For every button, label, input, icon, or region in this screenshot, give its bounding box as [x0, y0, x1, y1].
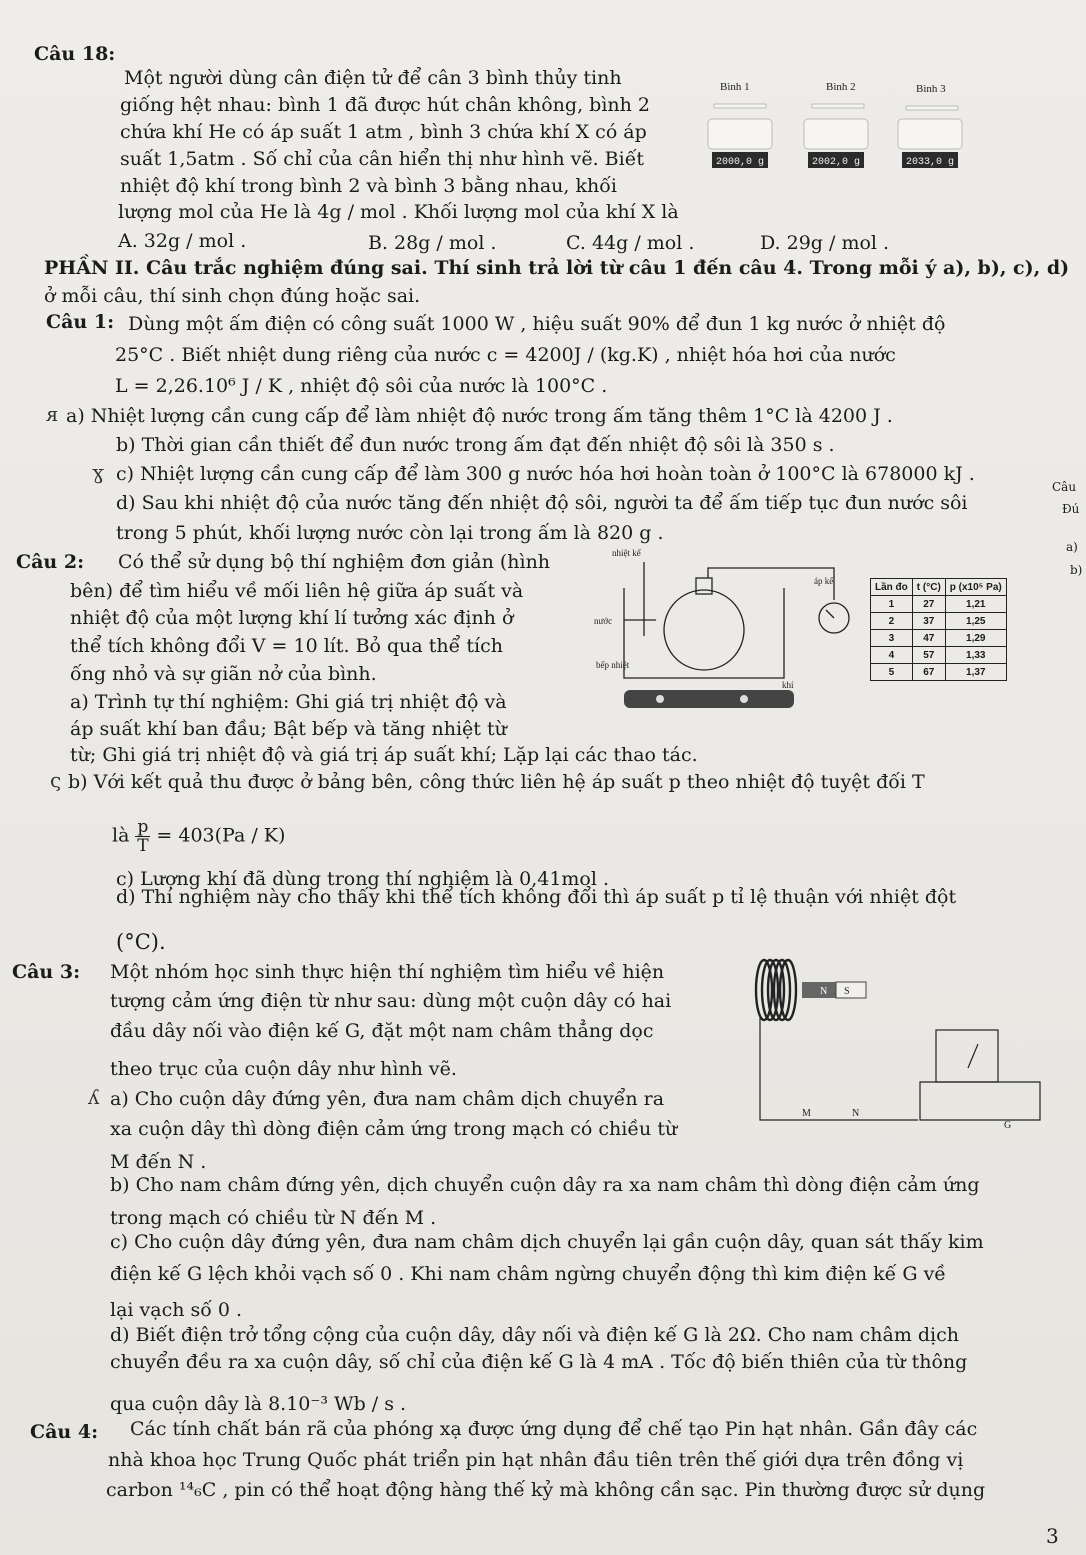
table-row: [871, 630, 1007, 647]
part2-heading: PHẦN II. Câu trắc nghiệm đúng sai. Thí sinh trả lời từ câu 1 đến câu 4. Trong mỗi ý a), b), c), d): [44, 257, 1070, 279]
table-cell: 2: [871, 613, 913, 630]
galvanometer-label: G: [1004, 1120, 1012, 1131]
q2-line: nhiệt độ của một lượng khí lí tưởng xác định ở: [70, 607, 514, 629]
q18-option-b: B. 28g / mol .: [368, 232, 497, 254]
table-cell: 37: [912, 613, 945, 630]
q3-statement-c-cont: điện kế G lệch khỏi vạch số 0 . Khi nam châm ngừng chuyển động thì kim điện kế G về: [110, 1263, 946, 1285]
table-cell: 27: [912, 596, 945, 613]
q1-line: 25°C . Biết nhiệt dung riêng của nước c = 4200J / (kg.K) , nhiệt hóa hơi của nước: [115, 344, 896, 366]
margin-fragment: a): [1066, 540, 1078, 554]
q2-statement-a-cont: áp suất khí ban đầu; Bật bếp và tăng nhiệt từ: [70, 718, 507, 740]
table-cell: 1,25: [945, 613, 1006, 630]
part2-heading-2: ở mỗi câu, thí sinh chọn đúng hoặc sai.: [44, 285, 421, 307]
bottle-3: [906, 106, 958, 110]
q18-line: nhiệt độ khí trong bình 2 và bình 3 bằng nhau, khối: [120, 175, 617, 197]
table-cell: 4: [871, 647, 913, 664]
q2-label: Câu 2:: [16, 551, 85, 573]
margin-fragment: Câu: [1052, 480, 1077, 494]
bottle-1: [714, 104, 766, 108]
q2-statement-a-cont: từ; Ghi giá trị nhiệt độ và giá trị áp suất khí; Lặp lại các thao tác.: [70, 744, 698, 766]
q4-label: Câu 4:: [30, 1421, 99, 1443]
q3-statement-c-cont: lại vạch số 0 .: [110, 1299, 243, 1321]
q1-statement-d: d) Sau khi nhiệt độ của nước tăng đến nhiệt độ sôi, người ta để ấm tiếp tục đun nước sôi: [116, 492, 968, 514]
formula-fraction: [135, 818, 150, 855]
scale-1-name: Bình 1: [720, 81, 750, 93]
galvanometer-needle: [968, 1044, 978, 1068]
q18-line: giống hệt nhau: bình 1 đã được hút chân không, bình 2: [120, 94, 651, 116]
formula-value: = 403(Pa / K): [156, 824, 286, 847]
q3-line: tượng cảm ứng điện từ như sau: dùng một cuộn dây có hai: [110, 990, 672, 1012]
q2-statement-d-cont: (°C).: [116, 930, 166, 954]
induction-figure: [740, 950, 1060, 1140]
q3-statement-d-cont: chuyển đều ra xa cuộn dây, số chỉ của điện kế G là 4 mA . Tốc độ biến thiên của từ thông: [110, 1351, 968, 1373]
q1-statement-a: a) Nhiệt lượng cần cung cấp để làm nhiệt độ nước trong ấm tăng thêm 1°C là 4200 J .: [66, 405, 893, 427]
table-row: [871, 596, 1007, 613]
q1-line: L = 2,26.10⁶ J / K , nhiệt độ sôi của nước là 100°C .: [115, 375, 608, 397]
q3-label: Câu 3:: [12, 961, 81, 983]
scale-3-reading: 2033,0 g: [906, 157, 955, 168]
q2-statement-d: d) Thí nghiệm này cho thấy khi thể tích không đổi thì áp suất p tỉ lệ thuận với nhiệt đột: [116, 886, 957, 908]
q2-line: thể tích không đổi V = 10 lít. Bỏ qua thể tích: [70, 635, 503, 657]
q18-line: suất 1,5atm . Số chỉ của cân hiển thị như hình vẽ. Biết: [120, 148, 645, 170]
q3-statement-c: c) Cho cuộn dây đứng yên, đưa nam châm dịch chuyển lại gần cuộn dây, quan sát thấy kim: [110, 1231, 984, 1253]
q18-option-c: C. 44g / mol .: [566, 232, 695, 254]
table-cell: 1: [871, 596, 913, 613]
q2-line: ống nhỏ và sự giãn nở của bình.: [70, 663, 377, 685]
q3-statement-d-cont: qua cuộn dây là 8.10⁻³ Wb / s .: [110, 1393, 407, 1415]
thermometer-label: nhiệt kế: [612, 548, 641, 558]
terminal-m-label: M: [802, 1108, 811, 1119]
terminal-n-label: N: [852, 1108, 860, 1119]
handwritten-mark: ɣ: [92, 460, 104, 484]
q18-label: Câu 18:: [34, 43, 116, 65]
magnet-south: [836, 982, 866, 998]
q1-line: Dùng một ấm điện có công suất 1000 W , hiệu suất 90% để đun 1 kg nước ở nhiệt độ: [128, 313, 946, 335]
handwritten-mark: ᴙ: [46, 402, 58, 426]
scale-2-reading: 2002,0 g: [812, 157, 861, 168]
formula-denominator: T: [137, 836, 149, 856]
q18-option-a: A. 32g / mol .: [118, 230, 247, 252]
q2-formula: [112, 818, 285, 855]
bottle-2: [812, 104, 864, 108]
q18-line: Một người dùng cân điện tử để cân 3 bình thủy tinh: [124, 67, 622, 89]
data-table: [870, 578, 1007, 681]
q18-line: chứa khí He có áp suất 1 atm , bình 3 chứa khí X có áp: [120, 121, 647, 143]
scale-3: [898, 119, 962, 149]
q3-statement-a-cont: xa cuộn dây thì dòng điện cảm ứng trong mạch có chiều từ: [110, 1118, 678, 1140]
table-row: [871, 664, 1007, 681]
scale-2-name: Bình 2: [826, 81, 856, 93]
galvanometer-face: [936, 1030, 998, 1082]
q3-statement-a: a) Cho cuộn dây đứng yên, đưa nam châm dịch chuyển ra: [110, 1088, 665, 1110]
table-cell: 67: [912, 664, 945, 681]
stove: [624, 690, 794, 708]
stove-knob: [740, 695, 748, 703]
gas-label: khí: [782, 680, 794, 690]
table-cell: 1,37: [945, 664, 1006, 681]
table-header: p (x10⁵ Pa): [945, 579, 1006, 596]
galvanometer-base: [920, 1082, 1040, 1120]
magnet-s-label: S: [844, 986, 850, 997]
scale-1-reading: 2000,0 g: [716, 157, 765, 168]
table-cell: 57: [912, 647, 945, 664]
q2-statement-c: c) Lượng khí đã dùng trong thí nghiệm là 0,41mol .: [116, 868, 610, 890]
table-cell: 5: [871, 664, 913, 681]
stove-knob: [656, 695, 664, 703]
margin-fragment: b): [1070, 563, 1083, 577]
pressure-experiment-figure: [594, 548, 864, 720]
handwritten-mark: ς: [50, 768, 62, 792]
stove-label: bếp nhiệt: [596, 660, 630, 670]
q18-line: lượng mol của He là 4g / mol . Khối lượng mol của khí X là: [118, 201, 679, 223]
scale-3-name: Bình 3: [916, 83, 946, 95]
flask-neck: [696, 578, 712, 594]
scales-figure: [700, 74, 990, 184]
q1-label: Câu 1:: [46, 311, 115, 333]
table-row: [871, 647, 1007, 664]
table-header: t (°C): [912, 579, 945, 596]
magnet-n-label: N: [820, 986, 828, 997]
q3-statement-a-cont: M đến N .: [110, 1151, 207, 1173]
wire: [760, 1018, 918, 1120]
scale-2: [804, 119, 868, 149]
gauge-needle: [826, 610, 834, 618]
q1-statement-d-cont: trong 5 phút, khối lượng nước còn lại trong ấm là 820 g .: [116, 522, 664, 544]
scale-1: [708, 119, 772, 149]
flask: [664, 590, 744, 670]
q3-statement-d: d) Biết điện trở tổng cộng của cuộn dây, dây nối và điện kế G là 2Ω. Cho nam châm dịch: [110, 1324, 959, 1346]
q2-line: bên) để tìm hiểu về mối liên hệ giữa áp suất và: [70, 580, 524, 602]
q18-option-d: D. 29g / mol .: [760, 232, 890, 254]
q3-statement-b: b) Cho nam châm đứng yên, dịch chuyển cuộn dây ra xa nam châm thì dòng điện cảm ứng: [110, 1174, 980, 1196]
margin-fragment: Đú: [1062, 502, 1080, 516]
formula-prefix: là: [112, 824, 130, 847]
gauge-label: áp kế: [814, 576, 834, 586]
q3-line: theo trục của cuộn dây như hình vẽ.: [110, 1058, 457, 1080]
q4-line: nhà khoa học Trung Quốc phát triển pin hạt nhân đầu tiên trên thế giới dựa trên đồng vị: [108, 1449, 964, 1471]
handwritten-mark: ʎ: [88, 1085, 100, 1109]
q4-line: Các tính chất bán rã của phóng xạ được ứng dụng để chế tạo Pin hạt nhân. Gần đây các: [130, 1418, 978, 1440]
q2-line: Có thể sử dụng bộ thí nghiệm đơn giản (hình: [118, 551, 551, 573]
table-cell: 47: [912, 630, 945, 647]
q1-statement-c: c) Nhiệt lượng cần cung cấp để làm 300 g nước hóa hơi hoàn toàn ở 100°C là 678000 kJ .: [116, 463, 975, 485]
water-bath: [624, 588, 784, 678]
table-header: Lần đo: [871, 579, 913, 596]
q4-line: carbon ¹⁴₆C , pin có thể hoạt động hàng thế kỷ mà không cần sạc. Pin thường được sử dụng: [106, 1479, 986, 1501]
table-cell: 1,29: [945, 630, 1006, 647]
q3-line: đầu dây nối vào điện kế G, đặt một nam châm thẳng dọc: [110, 1020, 654, 1042]
table-cell: 1,21: [945, 596, 1006, 613]
q2-statement-b: b) Với kết quả thu được ở bảng bên, công thức liên hệ áp suất p theo nhiệt độ tuyệt đối T: [68, 771, 925, 793]
page-number: 3: [1046, 1524, 1059, 1548]
q1-statement-b: b) Thời gian cần thiết để đun nước trong ấm đạt đến nhiệt độ sôi là 350 s .: [116, 434, 835, 456]
q3-line: Một nhóm học sinh thực hiện thí nghiệm tìm hiểu về hiện: [110, 961, 665, 983]
table-cell: 1,33: [945, 647, 1006, 664]
water-label: nước: [594, 616, 613, 626]
formula-numerator: p: [137, 817, 149, 837]
table-row: [871, 613, 1007, 630]
table-cell: 3: [871, 630, 913, 647]
q3-statement-b-cont: trong mạch có chiều từ N đến M .: [110, 1207, 437, 1229]
q2-statement-a: a) Trình tự thí nghiệm: Ghi giá trị nhiệt độ và: [70, 691, 507, 713]
